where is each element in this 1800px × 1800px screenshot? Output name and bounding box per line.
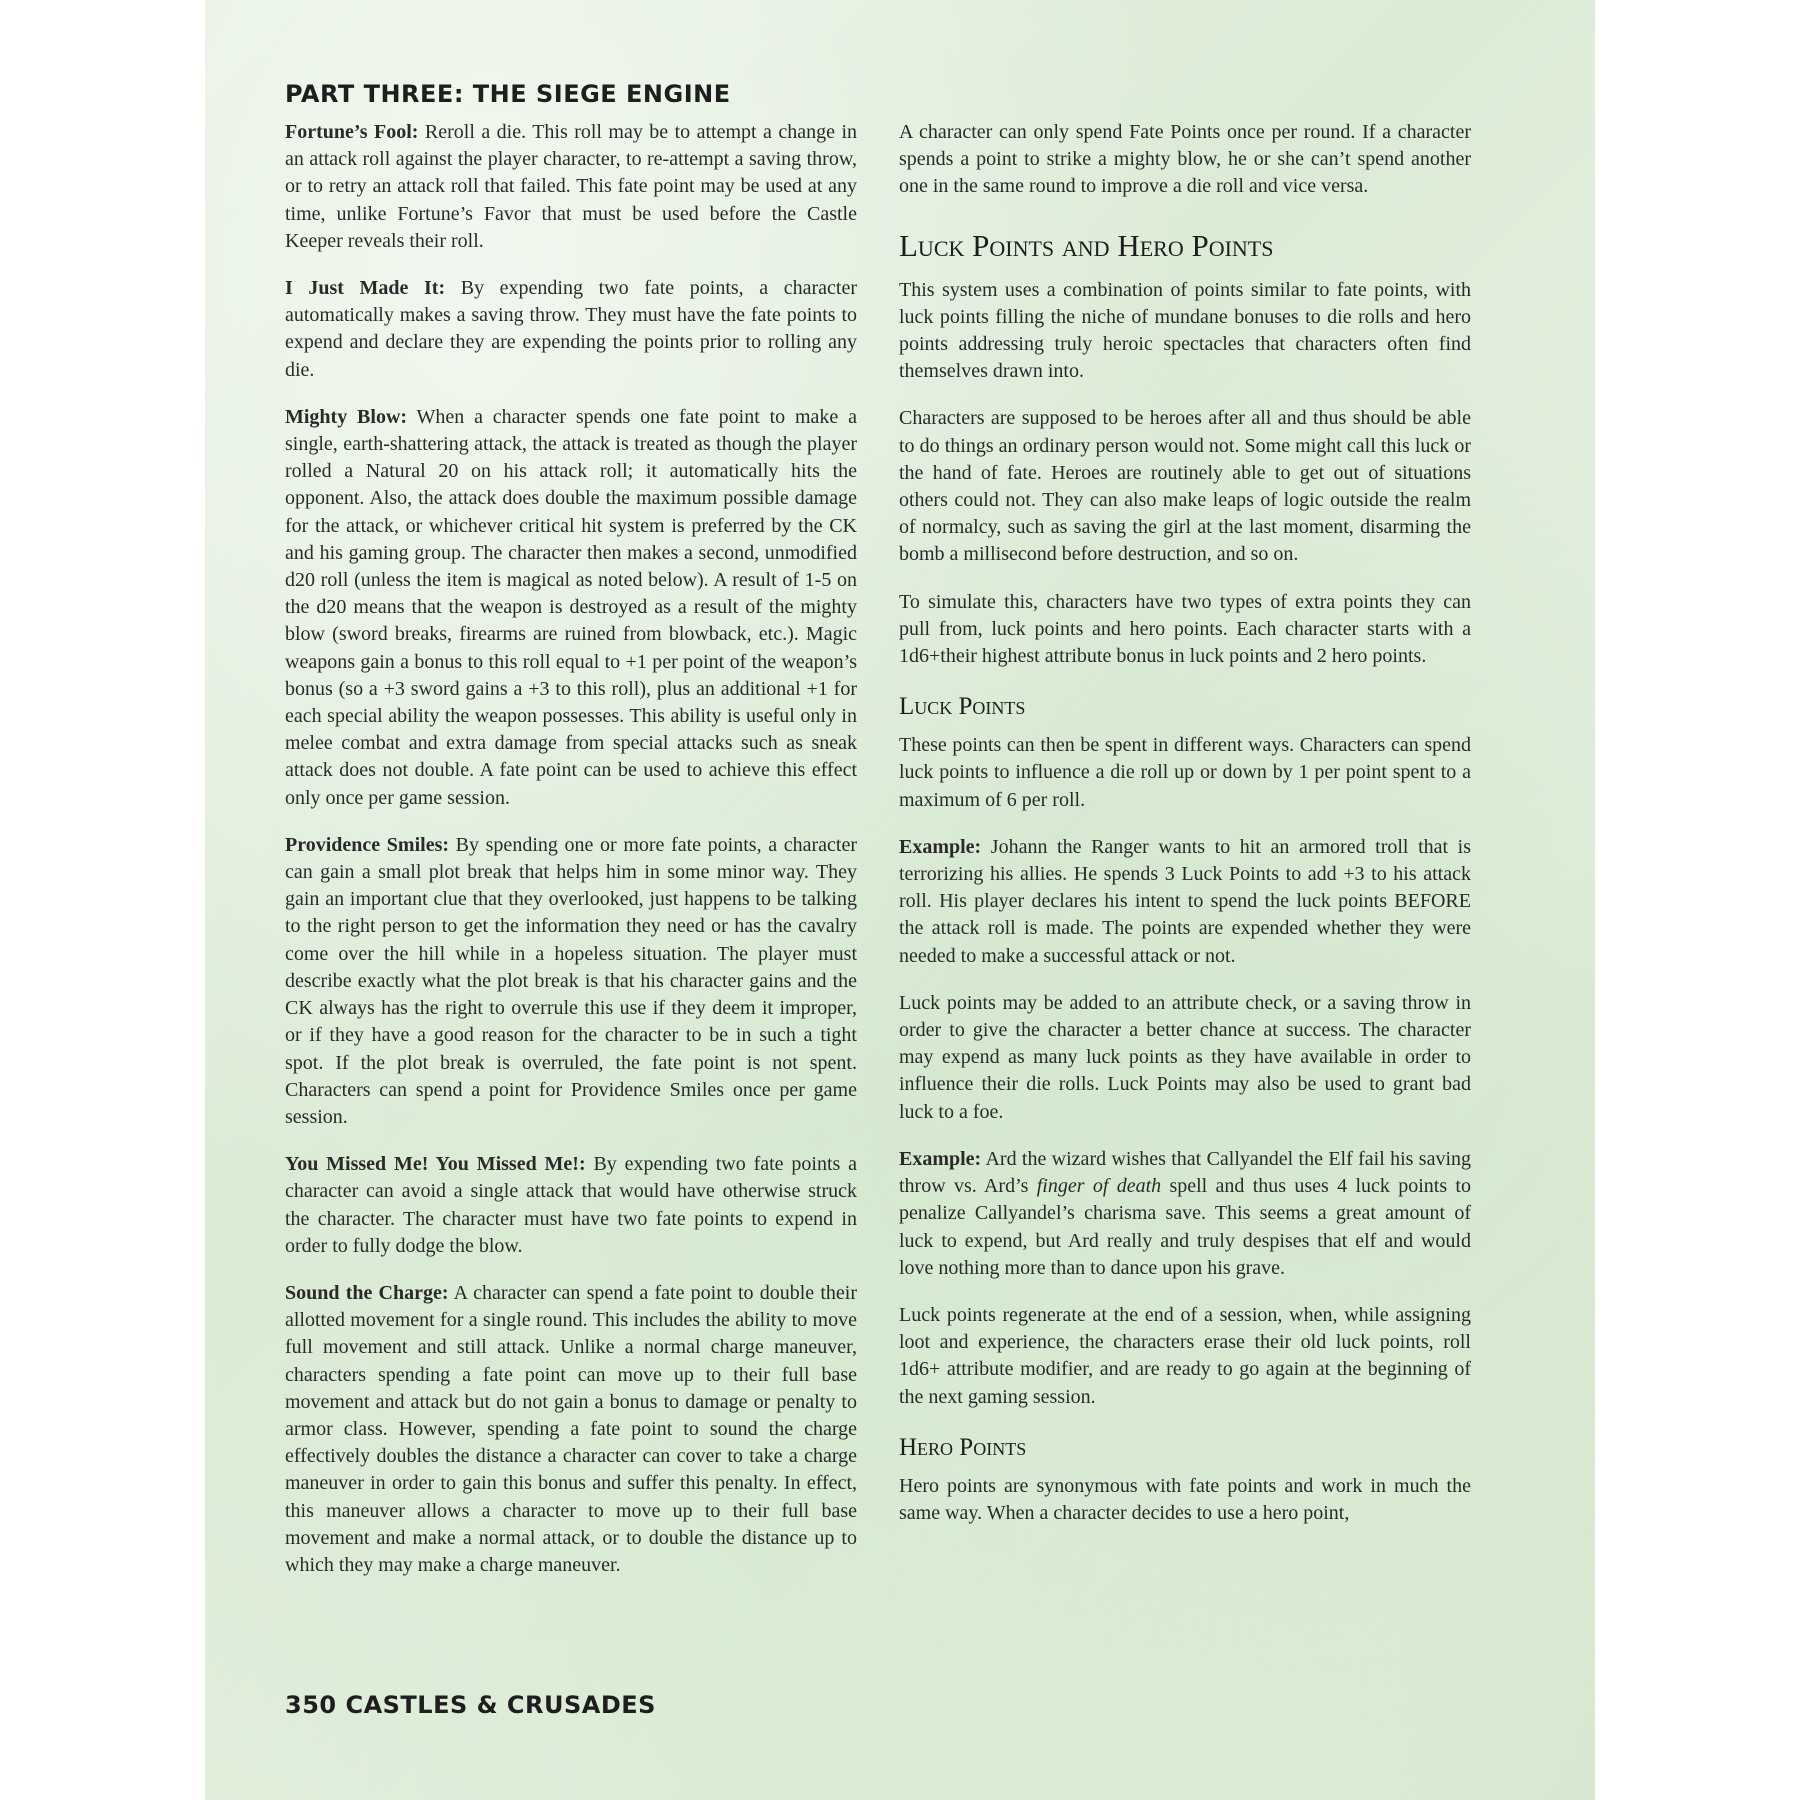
paragraph-text: Johann the Ranger wants to hit an armored troll that is terrorizing his allies. He spends 3 Luck Points to add +3 to his attack roll. His player declares his intent to spend the luck points BEFORE the attack roll is made. The points are expended whether they were needed to make a successful attack or not. bbox=[899, 835, 1471, 967]
page-footer: 350 CASTLES & CRUSADES bbox=[285, 1691, 656, 1719]
paragraph-luck-uses: Luck points may be added to an attribute check, or a saving throw in order to give the character a better chance at success. The character may expend as many luck points as they have available in order to influence their die rolls. Luck Points may also be used to grant bad luck to a foe. bbox=[899, 991, 1471, 1123]
heading-hero-points: Hero Points bbox=[899, 1433, 1027, 1461]
paragraph-simulate: To simulate this, characters have two types of extra points they can pull from, luck points and hero points. Each character starts with a 1d6+their highest attribute bonus in luck points and 2 hero points. bbox=[899, 590, 1471, 668]
spell-name: finger of death bbox=[1036, 1175, 1162, 1198]
paragraph-hero-points: Hero points are synonymous with fate points and work in much the same way. When a character decides to use a hero point, bbox=[899, 1474, 1471, 1524]
paragraph-i-just-made-it bbox=[285, 275, 857, 384]
heading-luck-and-hero-points: Luck Points and Hero Points bbox=[899, 227, 1274, 263]
book-page bbox=[205, 0, 1595, 1800]
term-label: Example: bbox=[899, 1147, 982, 1170]
paragraph-sound-the-charge bbox=[285, 1280, 857, 1579]
paragraph-mighty-blow bbox=[285, 404, 857, 812]
term-label: Example: bbox=[899, 835, 982, 858]
heading-luck-points: Luck Points bbox=[899, 693, 1026, 721]
chapter-header: PART THREE: THE SIEGE ENGINE bbox=[285, 80, 731, 108]
paragraph-text: Reroll a die. This roll may be to attempt a change in an attack roll against the player character, to re-attempt a saving throw, or to retry an attack roll that failed. This fate point may be used at any time, unlike Fortune’s Favor that must be used before the Castle Keeper reveals their roll. bbox=[285, 121, 858, 252]
paragraph-text: When a character spends one fate point to make a single, earth-shattering attack, the attack is treated as though the player rolled a Natural 20 on his attack roll; it automatically hits the opponent. Also, the attack does double the maximum possible damage for the attack, or whichever critical hit system is preferred by the CK and his gaming group. The character then makes a second, unmodified d20 roll (unless the item is magical as noted below). A result of 1-5 on the d20 means that the weapon is destroyed as a result of the mighty blow (sword breaks, firearms are ruined from blowback, etc.). Magic weapons gain a bonus to this roll equal to +1 per point of the weapon’s bonus (so a +3 sword gains a +3 to this roll), plus an additional +1 for each special ability the weapon possesses. This ability is useful only in melee combat and extra damage from special attacks such as sneak attack does not double. A fate point can be used to achieve this effect only once per game session. bbox=[285, 405, 857, 809]
term-label: Providence Smiles: bbox=[285, 833, 450, 856]
paragraph-providence-smiles bbox=[285, 832, 857, 1131]
term-label: Fortune’s Fool: bbox=[285, 121, 419, 143]
term-label: You Missed Me! You Missed Me!: bbox=[285, 1153, 586, 1176]
paragraph-text: By expending two fate points, a character automatically makes a saving throw. They must have the fate points to expend and declare they are expending the points prior to rolling any die. bbox=[285, 277, 857, 381]
paragraph-text: A character can spend a fate point to double their allotted movement for a single round. This includes the ability to move full movement and still attack. Unlike a normal charge maneuver, characters spending a fate point can move up to their full base movement and attack but do not gain a bonus to damage or penalty to armor class. However, spending a fate point to sound the charge effectively doubles the distance a character can cover to take a charge maneuver in order to gain this bonus and suffer this penalty. In effect, this maneuver allows a character to move up to their full base movement and make a normal attack, or to double the distance up to which they may make a charge maneuver. bbox=[285, 1281, 857, 1576]
paragraph-system-overview: This system uses a combination of points similar to fate points, with luck points filling the niche of mundane bonuses to die rolls and hero points addressing truly heroic spectacles that characters often find themselves drawn into. bbox=[899, 278, 1471, 383]
term-label: I Just Made It: bbox=[285, 277, 446, 300]
paragraph-text: By spending one or more fate points, a character can gain a small plot break that helps him in some minor way. They gain an important clue that they overlooked, just happens to be talking to the right person to get the information they need or has the cavalry come over the hill while in a hopeless situation. The player must describe exactly what the plot break is that his character gains and the CK always has the right to overrule this use if they deem it improper, or if they have a good reason for the character to be in such a tight spot. If the plot break is overruled, the fate point is not spent. Characters can spend a point for Providence Smiles once per game session. bbox=[285, 833, 857, 1128]
paragraph-text: By expending two fate points a character can avoid a single attack that would have otherwise struck the character. The character must have two fate points to expend in order to fully dodge the blow. bbox=[285, 1153, 857, 1257]
left-column bbox=[285, 119, 857, 1579]
paragraph-luck-regenerate: Luck points regenerate at the end of a session, when, while assigning loot and experience, the characters erase their old luck points, roll 1d6+ attribute modifier, and are ready to go again at the beginning of the next gaming session. bbox=[899, 1303, 1471, 1408]
term-label: Mighty Blow: bbox=[285, 405, 408, 428]
paragraph-spending-luck: These points can then be spent in different ways. Characters can spend luck points to influence a die roll up or down by 1 per point spent to a maximum of 6 per roll. bbox=[899, 734, 1471, 811]
paragraph-fate-points-limit: A character can only spend Fate Points once per round. If a character spends a point to strike a mighty blow, he or she can’t spend another one in the same round to improve a die roll and vice versa. bbox=[899, 121, 1471, 198]
term-label: Sound the Charge: bbox=[285, 1281, 449, 1304]
paragraph-text: Ard the wizard wishes that Callyandel the Elf fail his saving throw vs. Ard’s bbox=[899, 1147, 1471, 1198]
paragraph-example-johann bbox=[899, 834, 1471, 970]
right-column bbox=[899, 119, 1471, 1527]
paragraph-example-ard bbox=[899, 1146, 1471, 1282]
paragraph-heroes: Characters are supposed to be heroes after all and thus should be able to do things an ordinary person would not. Some might call this luck or the hand of fate. Heroes are routinely able to get out of situations others could not. They can also make leaps of logic outside the realm of normalcy, such as saving the girl at the last moment, disarming the bomb a millisecond before destruction, and so on. bbox=[899, 407, 1471, 566]
paragraph-text: spell and thus uses 4 luck points to penalize Callyandel’s charisma save. This seems a great amount of luck to expend, but Ard really and truly despises that elf and would love nothing more than to dance upon his grave. bbox=[899, 1175, 1471, 1279]
paragraph-you-missed-me bbox=[285, 1151, 857, 1260]
paragraph-fortunes-fool bbox=[285, 119, 857, 255]
